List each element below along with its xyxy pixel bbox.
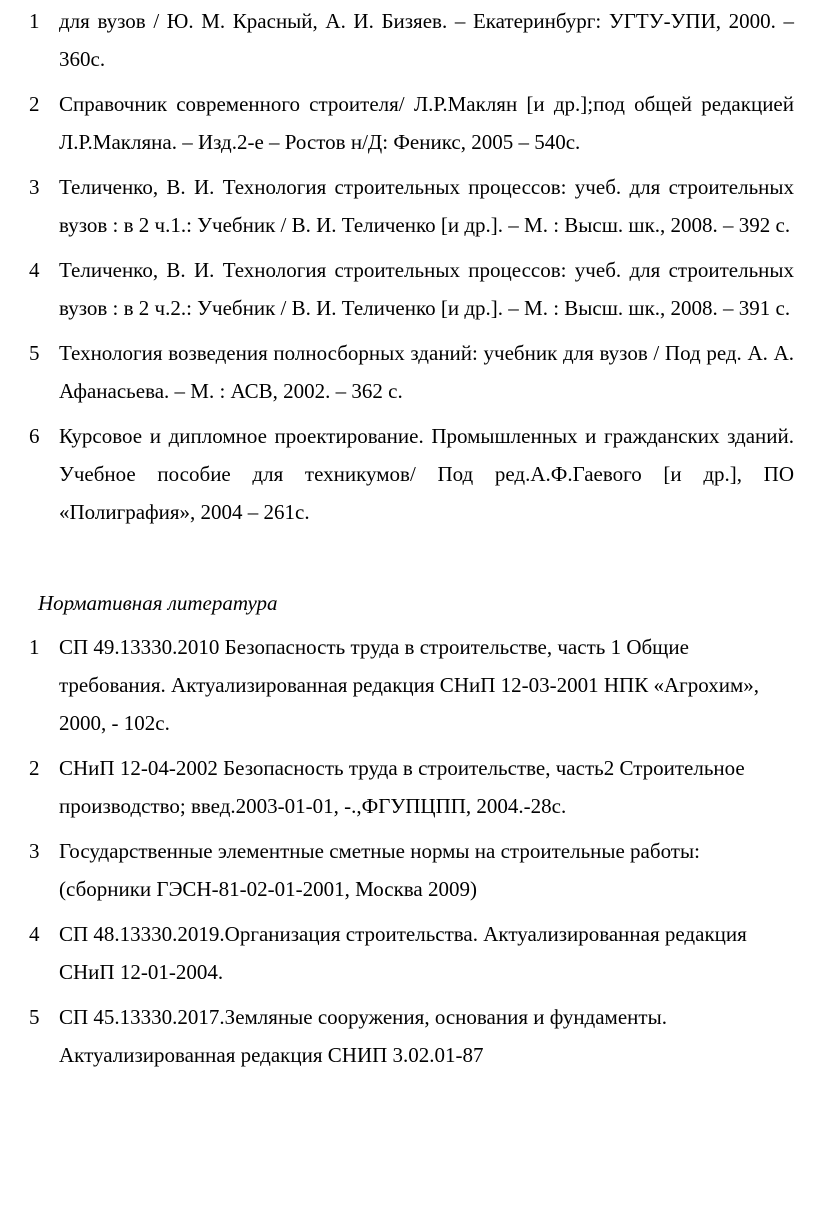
item-text: Теличенко, В. И. Технология строительных процессов: учеб. для строительных вузов : в 2 ч.2.: Учебник / В. И. Теличенко [и др.]. – М. : Высш. шк., 2008. – 391 с.	[59, 258, 794, 320]
list-item	[0, 85, 816, 161]
item-number: 5	[29, 1005, 40, 1029]
list-item	[0, 628, 816, 742]
item-text: СП 49.13330.2010 Безопасность труда в строительстве, часть 1 Общие требования. Актуализированная редакция СНиП 12-03-2001 НПК «Агрохим», 2000, - 102с.	[59, 635, 759, 735]
item-number: 3	[29, 175, 40, 199]
item-number: 2	[29, 92, 40, 116]
item-number: 6	[29, 424, 40, 448]
list-item	[0, 998, 816, 1074]
item-text: Справочник современного строителя/ Л.Р.Маклян [и др.];под общей редакцией Л.Р.Макляна. – Изд.2-е – Ростов н/Д: Феникс, 2005 – 540с.	[59, 92, 794, 154]
item-text: Государственные элементные сметные нормы на строительные работы: (сборники ГЭСН-81-02-01-2001, Москва 2009)	[59, 839, 700, 901]
item-text: Курсовое и дипломное проектирование. Промышленных и гражданских зданий. Учебное пособие для техникумов/ Под ред.А.Ф.Гаевого [и др.], ПО «Полиграфия», 2004 – 261с.	[59, 424, 794, 524]
list-item	[0, 251, 816, 327]
list-item	[0, 334, 816, 410]
item-number: 5	[29, 341, 40, 365]
item-number: 4	[29, 922, 40, 946]
normative-list	[0, 628, 816, 1081]
item-text: СП 48.13330.2019.Организация строительства. Актуализированная редакция СНиП 12-01-2004.	[59, 922, 747, 984]
item-text: Теличенко, В. И. Технология строительных процессов: учеб. для строительных вузов : в 2 ч.1.: Учебник / В. И. Теличенко [и др.]. – М. : Высш. шк., 2008. – 392 с.	[59, 175, 794, 237]
references-list	[0, 2, 816, 538]
item-text: Технология возведения полносборных зданий: учебник для вузов / Под ред. А. А. Афанасьева. – М. : АСВ, 2002. – 362 с.	[59, 341, 794, 403]
list-item	[0, 2, 816, 78]
item-number: 1	[29, 9, 40, 33]
list-item	[0, 749, 816, 825]
item-number: 2	[29, 756, 40, 780]
item-number: 3	[29, 839, 40, 863]
item-text: СНиП 12-04-2002 Безопасность труда в строительстве, часть2 Строительное производство; введ.2003-01-01, -.,ФГУПЦПП, 2004.-28с.	[59, 756, 745, 818]
section-heading-normative: Нормативная литература	[38, 591, 278, 615]
list-item	[0, 832, 816, 908]
list-item	[0, 915, 816, 991]
item-text: для вузов / Ю. М. Красный, А. И. Бизяев. – Екатеринбург: УГТУ-УПИ, 2000. – 360с.	[59, 9, 794, 71]
item-number: 4	[29, 258, 40, 282]
item-number: 1	[29, 635, 40, 659]
list-item	[0, 168, 816, 244]
item-text: СП 45.13330.2017.Земляные сооружения, основания и фундаменты. Актуализированная редакция СНИП 3.02.01-87	[59, 1005, 667, 1067]
list-item	[0, 417, 816, 531]
